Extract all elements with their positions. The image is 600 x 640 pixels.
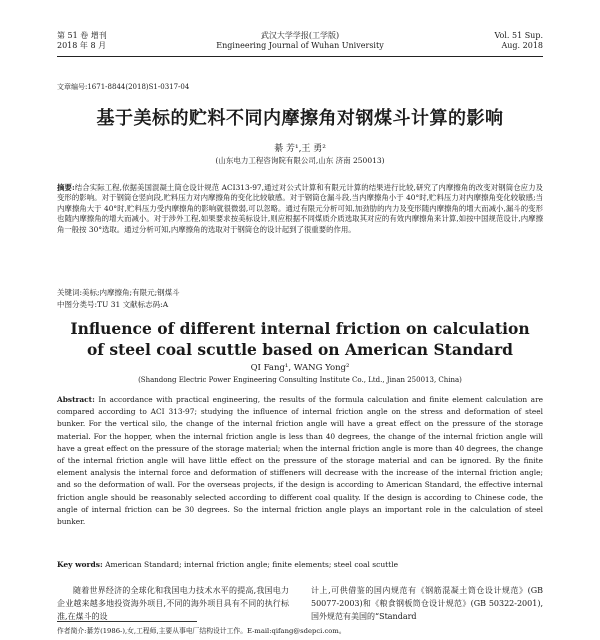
- header-date: 2018 年 8 月: [57, 41, 107, 50]
- keywords-english: [57, 560, 398, 569]
- body-column-left: 随着世界经济的全球化和我国电力技术水平的提高,我国电力企业越来越多地投资海外项目,不同的海外项目具有不同的执行标准,在煤斗的设: [57, 586, 289, 621]
- title-en-line1: Influence of different internal friction on calculation: [70, 319, 530, 338]
- article-number: 文章编号:1671-8844(2018)S1-0317-04: [57, 83, 190, 91]
- abstract-english: [57, 394, 543, 528]
- keywords-en-text: American Standard; internal friction angle; finite elements; steel coal scuttle: [102, 560, 399, 569]
- journal-name-cn: 武汉大学学报(工学版): [260, 31, 340, 40]
- header-volume-en-line: Vol. 51 Sup.: [494, 31, 543, 40]
- title-english: [40, 318, 560, 360]
- abstract-en-label: Abstract:: [57, 395, 95, 404]
- header-date-en: Aug. 2018: [501, 41, 543, 50]
- journal-name-en: Engineering Journal of Wuhan University: [216, 41, 384, 50]
- header-volume-en: [494, 31, 543, 51]
- keywords-chinese: 关键词:美标;内摩擦角;有限元;钢煤斗: [57, 288, 180, 297]
- affiliation-english: (Shandong Electric Power Engineering Consulting Institute Co., Ltd., Jinan 250013, China): [138, 376, 462, 384]
- affiliation-chinese: (山东电力工程咨询院有限公司,山东 济南 250013): [215, 156, 385, 165]
- header-volume-info: [57, 31, 107, 51]
- authors-english: QI Fang¹, WANG Yong²: [250, 363, 350, 373]
- body-column-right: 计上,可供借鉴的国内规范有《钢筋混凝土筒仓设计规范》(GB 50077-2003)和《粮食钢板筒仓设计规范》(GB 50322-2001),国外规范有美国的“Standard: [311, 586, 543, 621]
- footnote-divider: [57, 621, 197, 622]
- header-journal: [150, 31, 450, 51]
- keywords-en-label: Key words:: [57, 560, 103, 569]
- abstract-cn-text: 结合实际工程,依据美国混凝土筒仓设计规范 ACI313-97,通过对公式计算和有限元计算的结果进行比较,研究了内摩擦角的改变对钢筒仓应力及变形的影响。对于钢筒仓竖向段,贮料压力对内摩擦角的变化比较敏感。对于钢筒仓漏斗段,当内摩擦角小于 40°时,贮料压力对内摩擦角变化较敏感;当内摩擦角大于 40°时,贮料压力受内摩擦角的影响就很微弱,可以忽略。通过有限元分析可知,加劲肋的内力及变形随内摩擦角的增大而减小,漏斗的变形也随内摩擦角的增大而减小。对于涉外工程,如果要求按美标设计,则应根据不同煤质介质选取其对应的有效内摩擦角来计算,如按中国规范设计,内摩擦角一般按 30°选取。通过分析可知,内摩擦角的选取对于钢筒仓的设计起到了很重要的作用。: [57, 183, 543, 234]
- title-chinese: 基于美标的贮料不同内摩擦角对钢煤斗计算的影响: [96, 108, 504, 129]
- abstract-cn-label: 摘要:: [57, 183, 75, 192]
- classification-chinese: 中图分类号:TU 31 文献标志码:A: [57, 300, 169, 309]
- abstract-chinese: [57, 183, 543, 235]
- title-en-line2: of steel coal scuttle based on American Standard: [86, 340, 514, 359]
- header-volume: 第 51 卷 增刊: [57, 31, 107, 40]
- abstract-en-text: In accordance with practical engineering, the results of the formula calculation and finite element calculation are compared according to ACI 313-97; studying the influence of internal friction angle on the stress and deformation of steel bunker. For the vertical silo, the change of the internal friction angle will have a great effect on the pressure of the storage material. For the hopper, when the internal friction angle is less than 40 degrees, the change of the internal friction angle will have a great effect on the pressure of the storage material; when the internal friction angle is more than 40 degrees, the change of the internal friction angle will have little effect on the pressure of the storage material and can be ignored. By the finite element analysis the internal force and deformation of stiffeners will decrease with the increase of the internal friction angle; and so the deformation of wall. For the overseas projects, if the design is according to American Standard, the effective internal friction angle should be reasonably selected according to different coal quality. If the design is according to Chinese code, the angle of internal friction can be 30 degrees. So the internal friction angle plays an important role in the calculation of steel bunker.: [57, 395, 543, 527]
- author-footnote: 作者简介:綦芳(1986-),女,工程师,主要从事电厂结构设计工作。E-mail:qifang@sdepci.com。: [57, 627, 346, 635]
- authors-chinese: 綦 芳¹,王 勇²: [274, 144, 326, 154]
- header-divider: [57, 56, 543, 57]
